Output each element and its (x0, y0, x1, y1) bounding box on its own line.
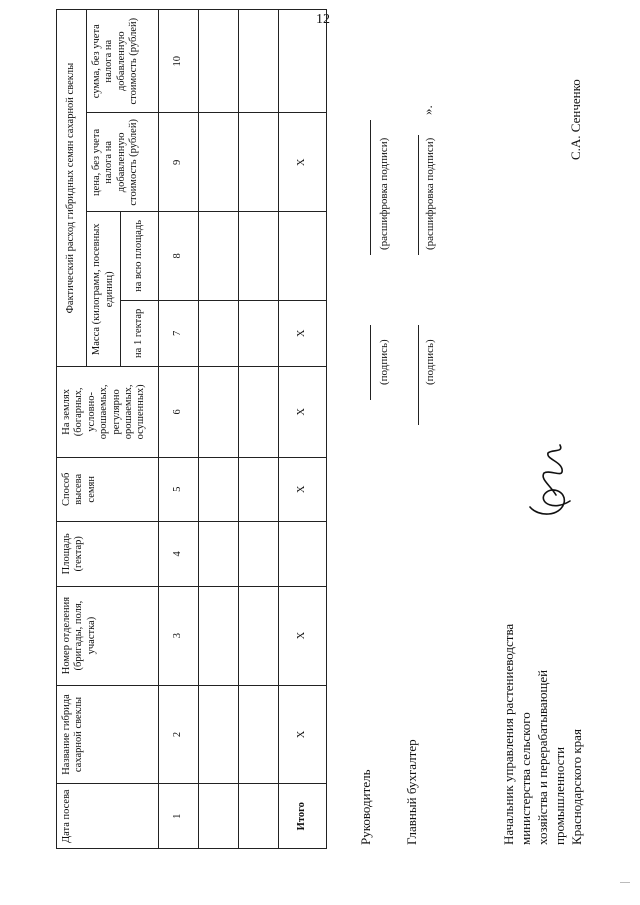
col-number: 9 (159, 113, 199, 212)
header-price: цена, без учета налога на добавленную стоимость (рублей) (87, 113, 159, 212)
seed-consumption-table (56, 9, 327, 849)
official-line: хозяйства и перерабатывающей (535, 669, 550, 845)
col-number: 1 (159, 784, 199, 849)
total-cell: X (279, 367, 327, 457)
total-cell: X (279, 586, 327, 685)
empty-cell (199, 212, 239, 300)
empty-cell (239, 10, 279, 113)
col-number: 5 (159, 457, 199, 522)
official-line: министерства сельского (518, 712, 533, 845)
col-number: 6 (159, 367, 199, 457)
header-unit: Номер отделения (бригады, поля, участка) (57, 586, 159, 685)
empty-cell (239, 212, 279, 300)
official-line: промышленности (552, 746, 567, 845)
header-lands: На землях (богарных, условно-орошаемых, регулярно орошаемых, осушенных) (57, 367, 159, 457)
scan-artifact (620, 882, 630, 883)
handwritten-signature (520, 435, 580, 525)
official-line: Начальник управления растениеводства (501, 623, 516, 845)
header-date: Дата посева (57, 784, 159, 849)
official-name: С.А. Сенченко (568, 79, 583, 160)
total-cell (279, 212, 327, 300)
head-decode-line (370, 120, 371, 255)
accountant-sign-line (418, 325, 419, 425)
empty-cell (199, 367, 239, 457)
col-number: 7 (159, 300, 199, 367)
total-cell: X (279, 300, 327, 367)
col-number: 4 (159, 522, 199, 587)
header-method: Способ высева семян (57, 457, 159, 522)
head-sign-caption: (подпись) (378, 339, 390, 385)
empty-cell (239, 784, 279, 849)
accountant-sign-caption: (подпись) (424, 339, 436, 385)
empty-row (199, 10, 239, 849)
empty-cell (239, 586, 279, 685)
header-hybrid: Название гибрида сахарной свеклы (57, 685, 159, 784)
head-label: Руководитель (358, 769, 373, 845)
empty-cell (199, 685, 239, 784)
head-sign-line (370, 325, 371, 400)
col-number: 2 (159, 685, 199, 784)
empty-cell (199, 457, 239, 522)
column-number-row (159, 10, 199, 849)
empty-cell (199, 522, 239, 587)
empty-cell (239, 457, 279, 522)
head-decode-caption: (расшифровка подписи) (378, 137, 390, 250)
official-title (500, 624, 585, 845)
accountant-label: Главный бухгалтер (404, 739, 419, 845)
accountant-decode-line (418, 135, 419, 255)
header-area: Площадь (гектар) (57, 522, 159, 587)
empty-cell (239, 685, 279, 784)
page-number: 12 (316, 12, 330, 27)
official-line: Краснодарского края (569, 729, 584, 845)
empty-cell (199, 300, 239, 367)
header-per-hectare: на 1 гектар (121, 300, 159, 367)
total-row (279, 10, 327, 849)
empty-cell (199, 586, 239, 685)
empty-cell (199, 113, 239, 212)
empty-cell (239, 367, 279, 457)
col-number: 8 (159, 212, 199, 300)
total-cell: X (279, 457, 327, 522)
total-cell (279, 522, 327, 587)
empty-cell (239, 113, 279, 212)
total-label: Итого (279, 784, 327, 849)
empty-cell (239, 300, 279, 367)
closing-quote: ». (420, 105, 435, 115)
empty-cell (199, 10, 239, 113)
col-number: 3 (159, 586, 199, 685)
empty-cell (199, 784, 239, 849)
total-cell: X (279, 113, 327, 212)
total-cell (279, 10, 327, 113)
header-actual-consumption: Фактический расход гибридных семян сахарной свеклы (57, 10, 87, 367)
col-number: 10 (159, 10, 199, 113)
empty-row (239, 10, 279, 849)
total-cell: X (279, 685, 327, 784)
header-sum: сумма, без учета налога на добавленную стоимость (рублей) (87, 10, 159, 113)
header-total-area: на всю площадь (121, 212, 159, 300)
header-mass: Масса (килограмм, посевных единиц) (87, 212, 121, 367)
accountant-decode-caption: (расшифровка подписи) (424, 137, 436, 250)
empty-cell (239, 522, 279, 587)
